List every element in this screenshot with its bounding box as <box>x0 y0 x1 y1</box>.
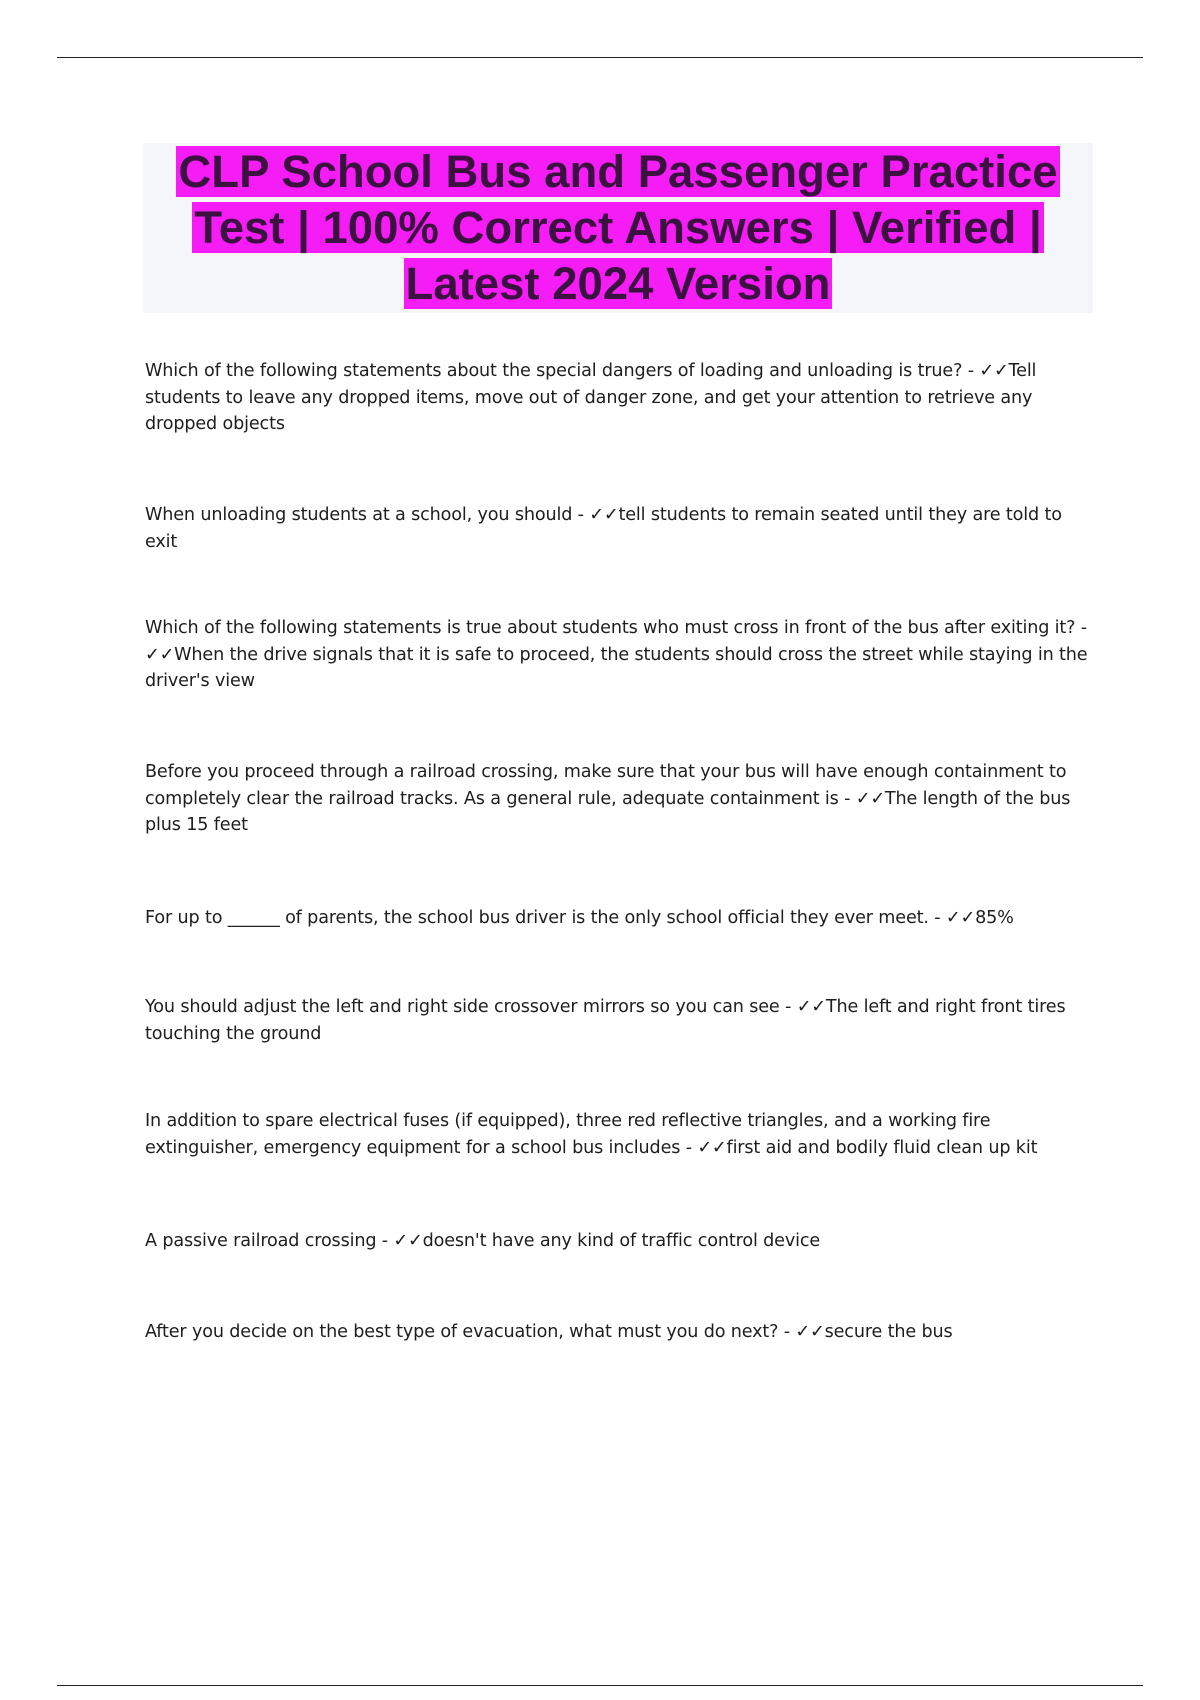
title-line: Latest 2024 Version <box>405 258 831 309</box>
top-rule <box>57 57 1143 58</box>
question-answer-item: In addition to spare electrical fuses (if equipped), three red reflective triangles, and a working fire extinguisher, emergency equipment for a school bus includes - ✓✓first aid and bodily fluid clean up kit <box>145 1111 1038 1158</box>
question-answer-item: Which of the following statements about the special dangers of loading and unloading is true? - ✓✓Tell students to leave any dropped items, move out of danger zone, and get your attention to retrieve any dropped objects <box>145 361 1037 434</box>
question-answer-item: Which of the following statements is true about students who must cross in front of the bus after exiting it? - ✓✓When the drive signals that it is safe to proceed, the students should cross the street while staying in the driver's view <box>145 618 1088 691</box>
question-answer-item: After you decide on the best type of evacuation, what must you do next? - ✓✓secure the bus <box>145 1322 953 1342</box>
question-answer-item: Before you proceed through a railroad crossing, make sure that your bus will have enough containment to completely clear the railroad tracks. As a general rule, adequate containment is - ✓✓The length of the bus plus 15 feet <box>145 762 1071 835</box>
title-line: CLP School Bus and Passenger Practice <box>178 146 1058 197</box>
title-block <box>143 143 1093 313</box>
question-answer-item: For up to ______ of parents, the school bus driver is the only school official they ever meet. - ✓✓85% <box>145 908 1014 928</box>
question-answer-item: A passive railroad crossing - ✓✓doesn't have any kind of traffic control device <box>145 1231 821 1251</box>
question-answer-item: You should adjust the left and right side crossover mirrors so you can see - ✓✓The left and right front tires touching the ground <box>145 997 1066 1044</box>
document-title <box>143 143 1093 312</box>
title-line: Test | 100% Correct Answers | Verified | <box>194 202 1042 253</box>
bottom-rule <box>57 1685 1143 1686</box>
question-answer-item: When unloading students at a school, you should - ✓✓tell students to remain seated until they are told to exit <box>145 505 1062 552</box>
